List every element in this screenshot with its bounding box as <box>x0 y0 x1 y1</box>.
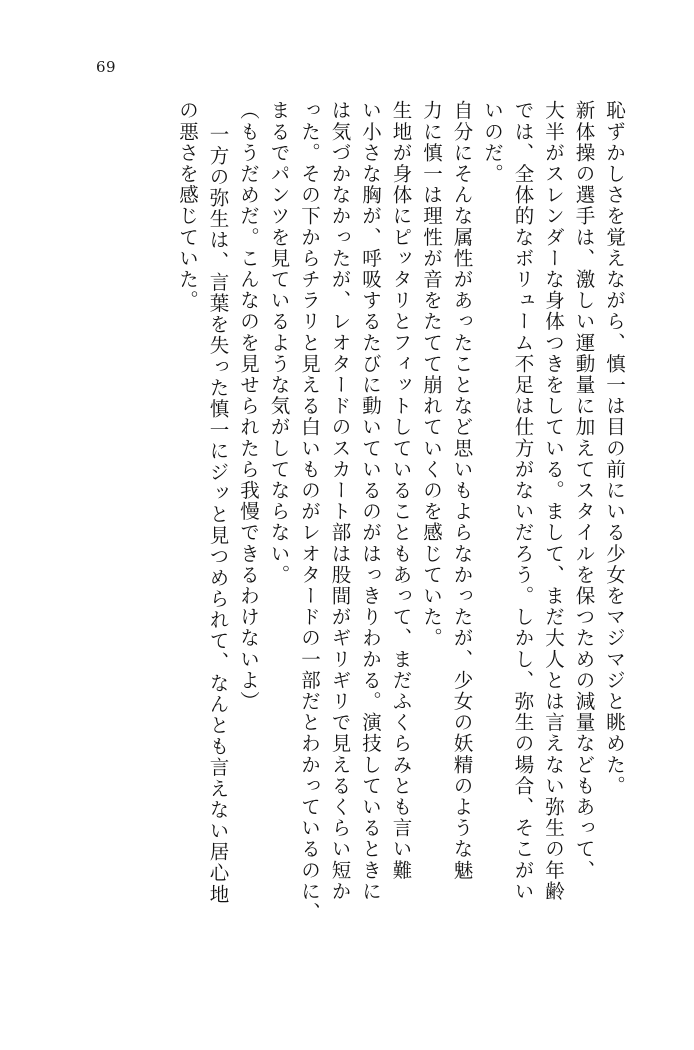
text-line: いのだ。 <box>481 100 504 185</box>
text-line: まるでパンツを見ているような気がしてならない。 <box>267 100 291 586</box>
text-line: は気づかなかったが、レオタードのスカート部は股間がギリギリで見えるくらい短か <box>328 100 352 902</box>
text-line: では、全体的なボリューム不足は仕方がないだろう。しかし、弥生の場合、そこがい <box>511 100 535 902</box>
text-line: 力に慎一は理性が音をたてて崩れていくのを感じていた。 <box>420 100 443 649</box>
text-line: 新体操の選手は、激しい運動量に加えてスタイルを保つための減量などもあって、 <box>572 100 596 881</box>
text-line: 自分にそんな属性があったことなど思いもよらなかったが、少女の妖精のような魅 <box>450 100 474 881</box>
body-text-vertical <box>64 100 624 1000</box>
text-line: 生地が身体にピッタリとフィットしていることもあって、まだふくらみとも言い難 <box>389 100 413 881</box>
text-line: った。その下からチラリと見える白いものがレオタードの一部だとわかっているのに、 <box>298 100 321 923</box>
text-line: の悪さを感じていた。 <box>176 100 199 311</box>
text-line: 一方の弥生は、言葉を失った慎一にジッと見つめられて、なんとも言えない居心地 <box>206 124 230 905</box>
text-line: 恥ずかしさを覚えながら、慎一は目の前にいる少女をマジマジと眺めた。 <box>603 100 626 797</box>
text-line: 大半がスレンダーな身体つきをしている。まして、まだ大人とは言えない弥生の年齢 <box>542 100 565 902</box>
text-line: い小さな胸が、呼吸するたびに動いているのがはっきりわかる。演技しているときに <box>359 100 382 902</box>
text-line: （もうだめだ。こんなのを見せられたら我慢できるわけないよ） <box>237 100 260 712</box>
page-number: 69 <box>96 58 117 76</box>
